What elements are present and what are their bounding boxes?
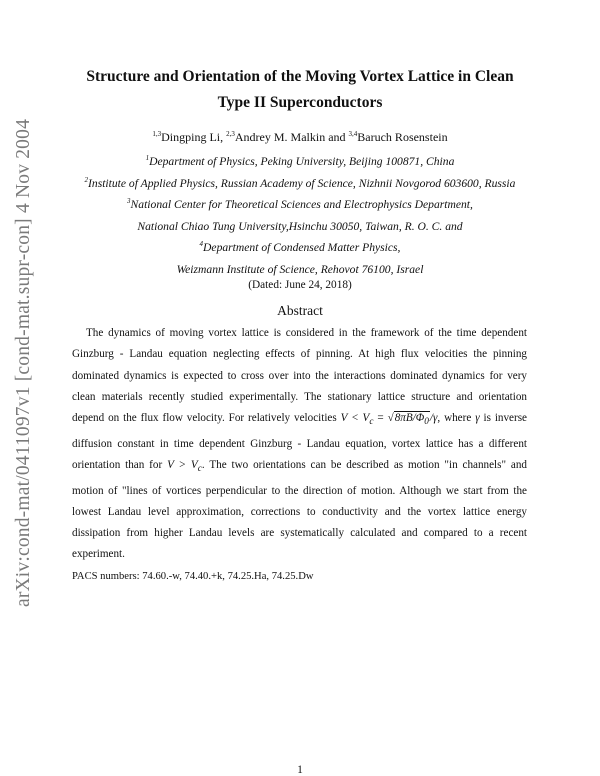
author-3-affiliation-marks: 3,4 <box>348 130 358 138</box>
abstract-text-part-1: The dynamics of moving vortex lattice is considered in the framework of the time dependent Ginzburg - Landau equation neglecting effects of pinning. At high flux velocities the pinning dominated dynamics is expected to cross over into the interactions dominated dynamics for very clean materials recently studied experimentally. The stationary lattice structure and orientation depend on the flux flow velocity. For relatively velocities <box>72 327 527 425</box>
author-3-name: Baruch Rosenstein <box>357 130 448 144</box>
page-number: 1 <box>297 764 303 776</box>
affiliation-text: Institute of Applied Physics, Russian Academy of Science, Nizhnii Novgorod 603600, Russia <box>88 176 516 190</box>
affiliation-line <box>60 193 540 215</box>
math-velocity-greater-than-critical: $V > V_c$ <box>167 459 202 475</box>
abstract-text-part-3: is inverse diffusion constant in time dependent Ginzburg - Landau equation, vortex lattice has a different orientation than for <box>72 412 527 471</box>
paper-date: (Dated: June 24, 2018) <box>248 279 352 291</box>
affiliation-line <box>60 258 540 280</box>
abstract-heading: Abstract <box>277 303 323 318</box>
title-line-2: Type II Superconductors <box>217 94 383 111</box>
affiliation-mark: 1 <box>145 154 150 162</box>
paper-title <box>60 64 540 116</box>
title-line-1: Structure and Orientation of the Moving Vortex Lattice in Clean <box>86 68 514 85</box>
affiliation-line <box>60 150 540 172</box>
sqrt-expression: $8\pi B/\Phi_0$ <box>394 412 429 428</box>
author-1-affiliation-marks: 1,3 <box>152 130 162 138</box>
affiliation-list <box>60 150 540 279</box>
math-gamma: γ <box>475 412 480 425</box>
affiliation-line <box>60 215 540 237</box>
arxiv-identifier: arXiv:cond-mat/0411097v1 [cond-mat.supr-con] 4 Nov 2004 <box>13 118 34 608</box>
math-velocity-less-than-critical: $V < V_c = √8\pi B/\Phi_0/\gamma$ <box>340 412 438 428</box>
affiliation-mark: 3 <box>127 197 131 205</box>
pacs-numbers: PACS numbers: 74.60.-w, 74.40.+k, 74.25.Ha, 74.25.Dw <box>72 571 314 582</box>
affiliation-text: National Chiao Tung University,Hsinchu 30050, Taiwan, R. O. C. and <box>137 219 463 233</box>
abstract-text-part-4: . The two orientations can be described as motion "in channels" and motion of "lines of vortices perpendicular to the direction of motion. Although we start from the lowest Landau level approximation, corrections to conductivity and the vortex lattice energy dissipation from higher Landau levels are systematically calculated and compared to a recent experiment. <box>72 459 527 561</box>
author-list <box>60 127 540 145</box>
abstract-body <box>72 323 527 566</box>
affiliation-line <box>60 172 540 194</box>
affiliation-line <box>60 236 540 258</box>
author-2-name: Andrey M. Malkin and <box>234 130 349 144</box>
affiliation-mark: 4 <box>199 240 204 248</box>
arxiv-sidebar-stamp <box>4 118 44 608</box>
affiliation-text: Weizmann Institute of Science, Rehovot 76100, Israel <box>176 262 424 276</box>
author-1-name: Dingping Li, <box>161 130 227 144</box>
affiliation-mark: 2 <box>84 175 89 184</box>
affiliation-text: National Center for Theoretical Sciences and Electrophysics Department, <box>130 198 473 211</box>
affiliation-text: Department of Condensed Matter Physics, <box>203 241 401 254</box>
abstract-text-part-2: , where <box>437 412 476 425</box>
author-2-affiliation-marks: 2,3 <box>226 130 235 138</box>
affiliation-text: Department of Physics, Peking University, Beijing 100871, China <box>149 155 455 168</box>
